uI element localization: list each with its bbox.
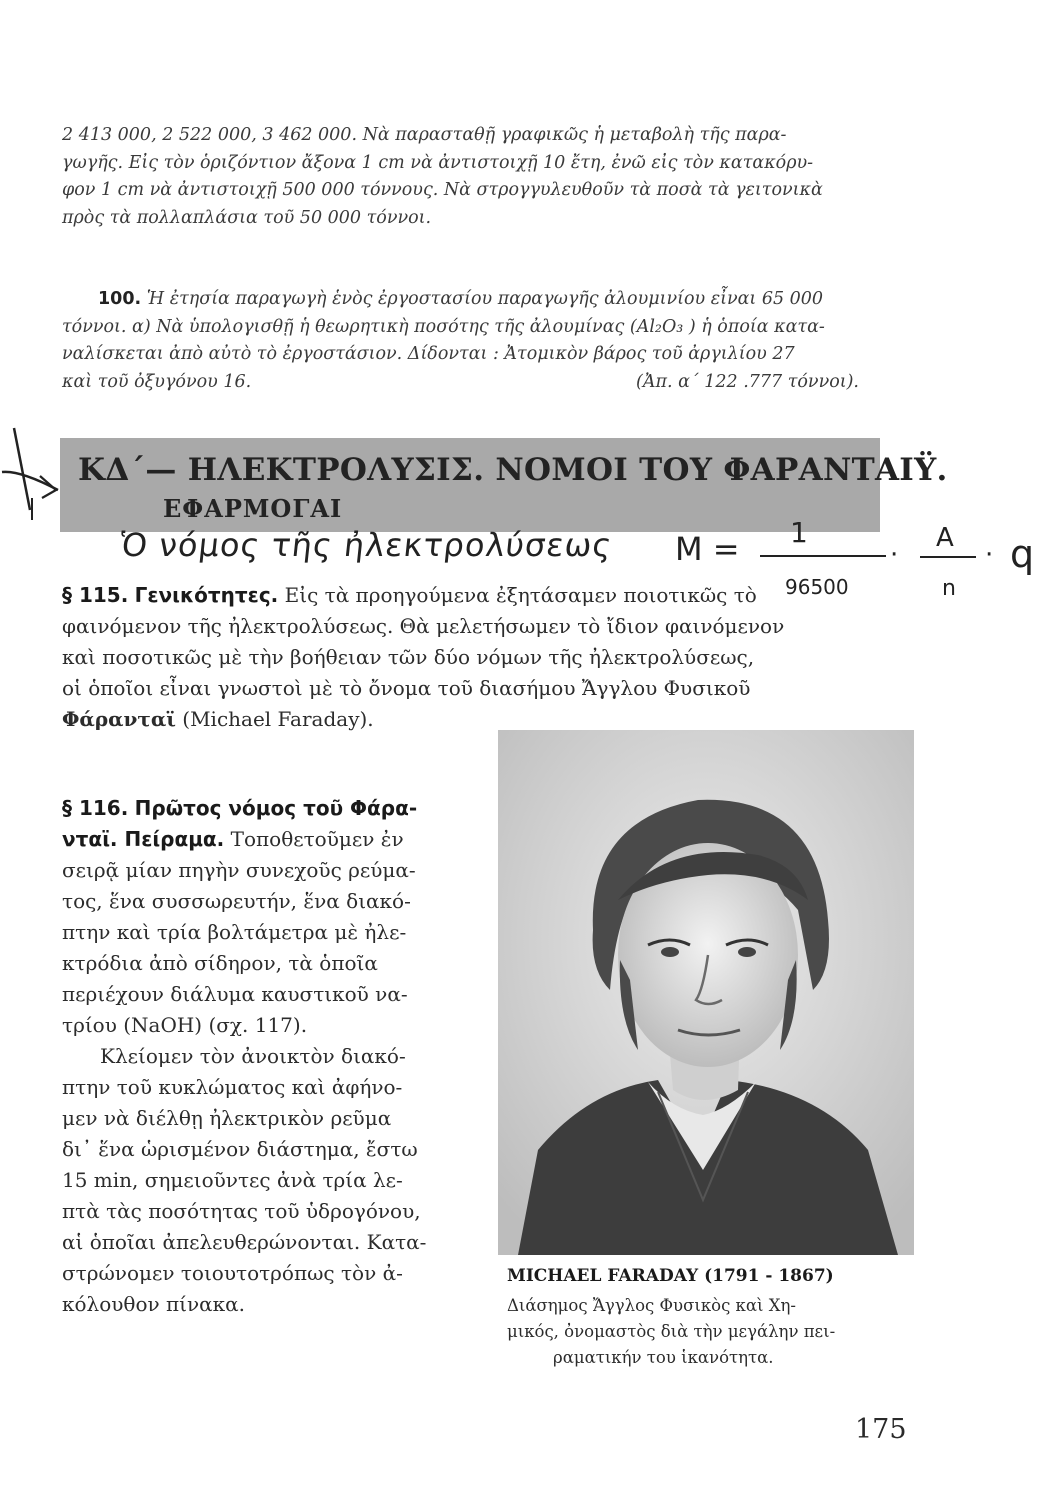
- section-115: [62, 580, 784, 735]
- text-line: γωγῆς. Εἰς τὸν ὁριζόντιον ἄξονα 1 cm νὰ ἀντιστοιχῇ 10 ἔτη, ἐνῶ εἰς τὸν κατακόρυ-: [62, 152, 814, 173]
- caption-line: Διάσημος Ἄγγλος Φυσικὸς καὶ Χη-: [507, 1296, 796, 1315]
- handwritten-fraction2-bar: [920, 556, 976, 558]
- problem-100: [62, 286, 859, 396]
- chapter-heading-banner: [60, 438, 948, 532]
- text-line: στρώνομεν τοιουτοτρόπως τὸν ἀ-: [62, 1261, 403, 1285]
- text-line: κόλουθον πίνακα.: [62, 1292, 246, 1316]
- chapter-title-line2: ΕΦΑΡΜΟΓΑΙ: [163, 494, 343, 523]
- page-number: 175: [855, 1414, 907, 1445]
- handwritten-note: Ὁ νόμος τῆς ἠλεκτρολύσεως: [118, 526, 615, 564]
- text-line: τόννοι. α) Νὰ ὑπολογισθῇ ἡ θεωρητικὴ ποσότης τῆς ἀλουμίνας (Al₂O₃ ) ἡ ὁποία κατα-: [62, 316, 825, 337]
- text-line: [62, 580, 784, 611]
- text-line: περιέχουν διάλυμα καυστικοῦ να-: [62, 982, 408, 1006]
- handwritten-fraction2-denominator: n: [942, 576, 956, 601]
- handwritten-fraction-bar: [760, 555, 886, 557]
- handwritten-fraction-numerator: 1: [790, 516, 808, 549]
- text-line: [62, 286, 825, 314]
- handwritten-q: q: [1010, 532, 1035, 576]
- problem-99-continuation: [62, 122, 823, 232]
- caption-line: μικός, ὀνομαστὸς διὰ τὴν μεγάλην πει-: [507, 1322, 836, 1341]
- handwritten-fraction2-numerator: A: [936, 523, 954, 553]
- text-line: δι᾽ ἕνα ὡρισμένον διάστημα, ἔστω: [62, 1137, 418, 1161]
- text-line: [62, 793, 426, 824]
- faraday-name: Φάρανταϊ: [62, 707, 176, 731]
- handwritten-formula-lhs: M =: [675, 530, 740, 568]
- caption-line: ραματικήν του ἱκανότητα.: [553, 1348, 774, 1367]
- text-line: ναλίσκεται ἀπὸ αὐτὸ τὸ ἐργοστάσιον. Δίδονται : Ἀτομικὸν βάρος τοῦ ἀργιλίου 27: [62, 344, 795, 364]
- problem-number: 100.: [98, 289, 142, 309]
- problem-text: Ἡ ἐτησία παραγωγὴ ἑνὸς ἐργοστασίου παραγωγῆς ἀλουμινίου εἶναι 65 000: [146, 289, 824, 309]
- text-line: μεν νὰ διέλθῃ ἠλεκτρικὸν ρεῦμα: [62, 1106, 392, 1130]
- text-line: τρίου (NaOH) (σχ. 117).: [62, 1013, 308, 1037]
- text-line: 15 min, σημειοῦντες ἀνὰ τρία λε-: [62, 1168, 403, 1192]
- text-line: κτρόδια ἀπὸ σίδηρον, τὰ ὁποῖα: [62, 951, 378, 975]
- text-line: φον 1 cm νὰ ἀντιστοιχῇ 500 000 τόννους. Νὰ στρογγυλευθοῦν τὰ ποσὰ τὰ γειτονικὰ: [62, 180, 823, 200]
- text-line: πρὸς τὰ πολλαπλάσια τοῦ 50 000 τόννοι.: [62, 207, 432, 228]
- problem-answer: (Ἀπ. α΄ 122 .777 τόννοι).: [636, 371, 859, 392]
- section-number: § 116.: [62, 796, 129, 820]
- portrait-illustration-icon: [498, 730, 914, 1255]
- handwritten-margin-mark-icon: [0, 420, 60, 530]
- text-line: Κλείομεν τὸν ἀνοικτὸν διακό-: [100, 1044, 406, 1068]
- text-line: πτὰ τὰς ποσότητας τοῦ ὑδρογόνου,: [62, 1199, 421, 1223]
- text-line: τος, ἕνα συσσωρευτήν, ἕνα διακό-: [62, 889, 411, 913]
- text-line: 2 413 000, 2 522 000, 3 462 000. Νὰ παρασταθῇ γραφικῶς ἡ μεταβολὴ τῆς παρα-: [62, 125, 787, 145]
- section-116: [62, 793, 426, 1320]
- handwritten-dot2: ·: [985, 540, 994, 570]
- handwritten-fraction-denominator: 96500: [785, 575, 849, 599]
- problem-text: καὶ τοῦ ὀξυγόνου 16.: [62, 371, 252, 392]
- text-line: [62, 824, 426, 855]
- section-number: § 115.: [62, 583, 129, 607]
- text-line: οἱ ὁποῖοι εἶναι γνωστοὶ μὲ τὸ ὄνομα τοῦ διασήμου Ἄγγλου Φυσικοῦ: [62, 676, 751, 700]
- text-line: φαινόμενον τῆς ἠλεκτρολύσεως. Θὰ μελετήσωμεν τὸ ἴδιον φαινόμενον: [62, 614, 785, 638]
- section-text: Εἰς τὰ προηγούμενα ἐξητάσαμεν ποιοτικῶς τὸ: [284, 583, 757, 607]
- chapter-title-line1: ΚΔ΄— ΗΛΕΚΤΡΟΛΥΣΙΣ. ΝΟΜΟΙ ΤΟΥ ΦΑΡΑΝΤΑΙΫ.: [78, 452, 948, 488]
- faraday-portrait: [498, 730, 914, 1255]
- section-title: Πρῶτος νόμος τοῦ Φάρα-: [134, 796, 418, 820]
- portrait-caption-name: MICHAEL FARADAY (1791 - 1867): [507, 1266, 834, 1286]
- text-line: πτην καὶ τρία βολτάμετρα μὲ ἠλε-: [62, 920, 407, 944]
- faraday-name-rest: (Michael Faraday).: [175, 707, 374, 731]
- text-line: [62, 369, 859, 397]
- text-line: αἱ ὁποῖαι ἀπελευθερώνονται. Κατα-: [62, 1230, 427, 1254]
- section-title-cont: νταϊ. Πείραμα.: [62, 827, 225, 851]
- text-line: πτην τοῦ κυκλώματος καὶ ἀφήνο-: [62, 1075, 403, 1099]
- section-title: Γενικότητες.: [134, 583, 279, 607]
- text-line: σειρᾷ μίαν πηγὴν συνεχοῦς ρεύμα-: [62, 858, 416, 882]
- portrait-caption: [507, 1293, 835, 1371]
- section-text: Τοποθετοῦμεν ἐν: [224, 827, 404, 851]
- handwritten-dot: ·: [890, 540, 899, 570]
- text-line: καὶ ποσοτικῶς μὲ τὴν βοήθειαν τῶν δύο νόμων τῆς ἠλεκτρολύσεως,: [62, 645, 755, 669]
